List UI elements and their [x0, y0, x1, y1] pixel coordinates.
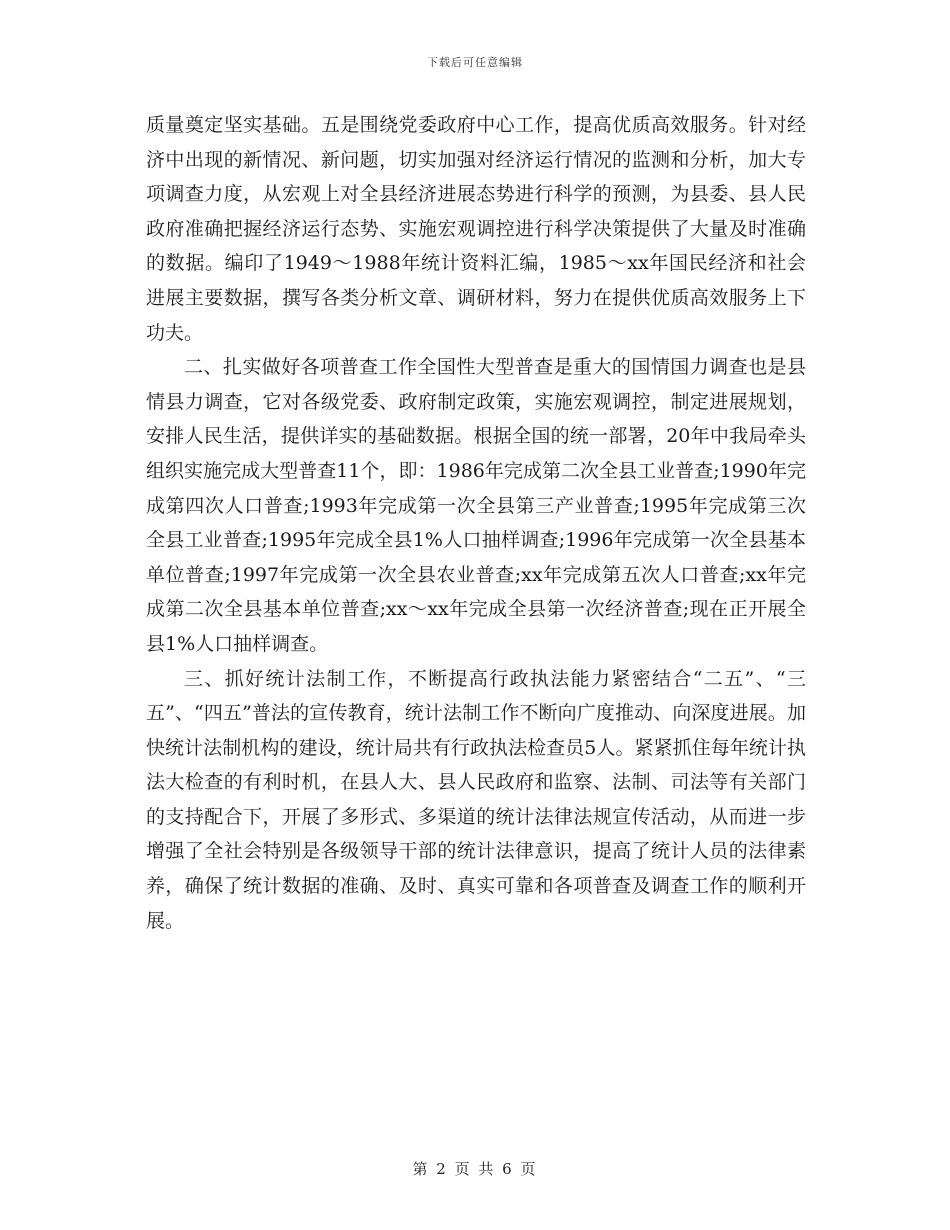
paragraph-census-work: 二、扎实做好各项普查工作全国性大型普查是重大的国情国力调查也是县情县力调查，它对各级党委、政府制定政策，实施宏观调控，制定进展规划，安排人民生活，提供详实的基础数据。根据全国的统一部署，20年中我局牵头组织实施完成大型普查11个，即：1986年完成第二次全县工业普查;1990年完成第四次人口普查;1993年完成第一次全县第三产业普查;1995年完成第三次全县工业普查;1995年完成全县1%人口抽样调查;1996年完成第一次全县基本单位普查;1997年完成第一次全县农业普查;xx年完成第五次人口普查;xx年完成第二次全县基本单位普查;xx～xx年完成全县第一次经济普查;现在正开展全县1%人口抽样调查。	[146, 356, 806, 655]
paragraph-statistics-law: 三、抓好统计法制工作，不断提高行政执法能力紧密结合“二五”、“三五”、“四五”普法的宣传教育，统计法制工作不断向广度推动、向深度进展。加快统计法制机构的建设，统计局共有行政执法检查员5人。紧紧抓住每年统计执法大检查的有利时机，在县人大、县人民政府和监察、法制、司法等有关部门的支持配合下，开展了多形式、多渠道的统计法律法规宣传活动，从而进一步增强了全社会特别是各级领导干部的统计法律意识，提高了统计人员的法律素养，确保了统计数据的准确、及时、真实可靠和各项普查及调查工作的顺利开展。	[146, 667, 806, 932]
header-note: 下载后可任意编辑	[427, 56, 523, 69]
document-body	[146, 108, 806, 938]
page-number: 第 2 页 共 6 页	[412, 1160, 538, 1178]
paragraph-continuation: 质量奠定坚实基础。五是围绕党委政府中心工作，提高优质高效服务。针对经济中出现的新情况、新问题，切实加强对经济运行情况的监测和分析，加大专项调查力度，从宏观上对全县经济进展态势进行科学的预测，为县委、县人民政府准确把握经济运行态势、实施宏观调控进行科学决策提供了大量及时准确的数据。编印了1949～1988年统计资料汇编，1985～xx年国民经济和社会进展主要数据，撰写各类分析文章、调研材料，努力在提供优质高效服务上下功夫。	[146, 114, 806, 344]
